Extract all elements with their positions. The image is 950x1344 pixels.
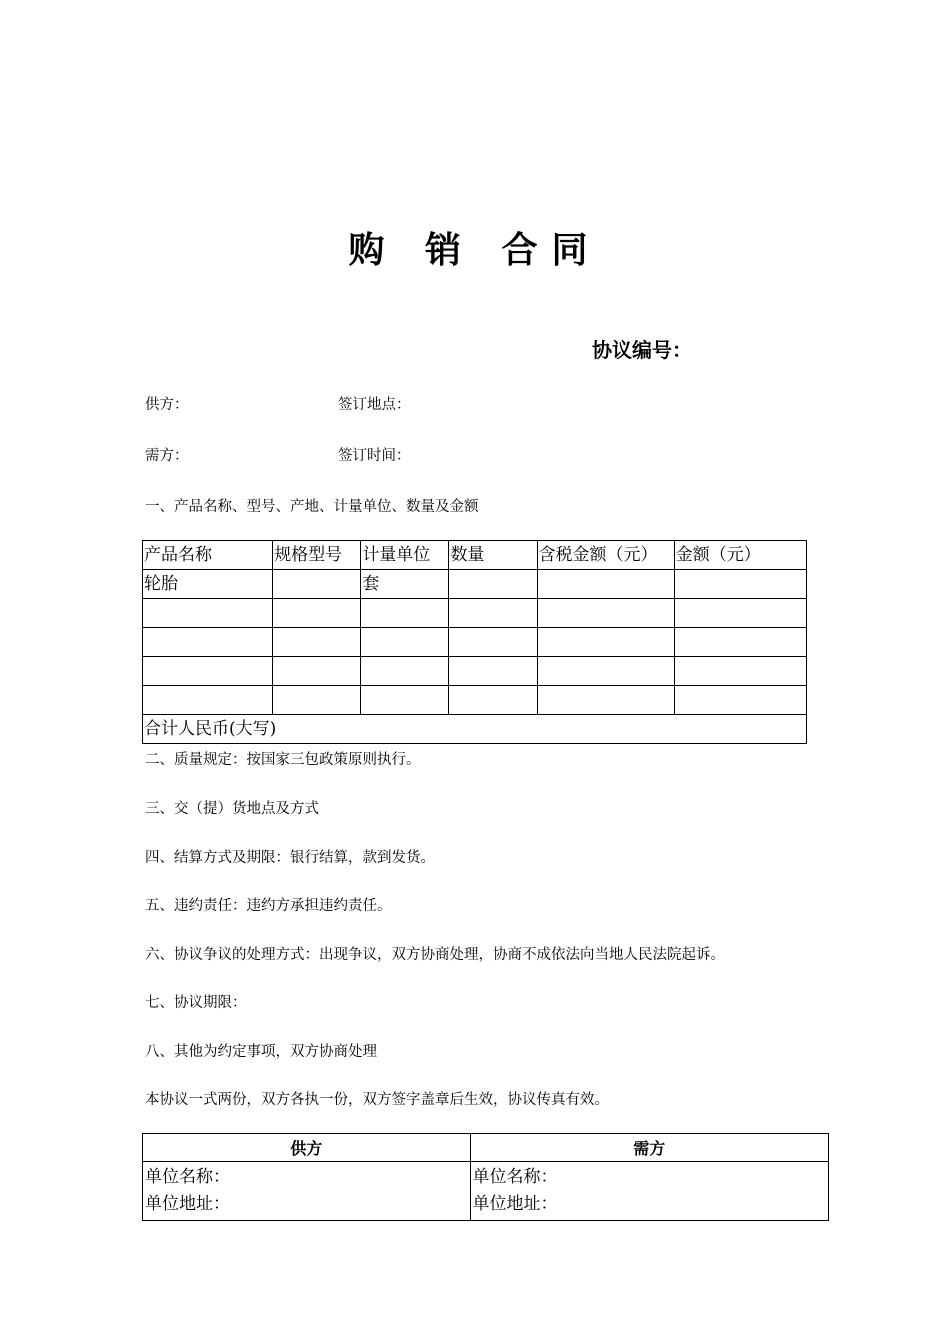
section-7: 七、协议期限：	[145, 995, 247, 1011]
supplier-header: 供方	[143, 1134, 471, 1162]
table-cell	[361, 628, 449, 657]
header-product-name: 产品名称	[143, 541, 273, 570]
table-cell	[674, 599, 806, 628]
table-cell	[143, 628, 273, 657]
table-cell	[537, 628, 674, 657]
table-cell	[449, 628, 537, 657]
supplier-unit-address: 单位地址：	[145, 1194, 230, 1214]
table-cell	[537, 686, 674, 715]
section-4: 四、结算方式及期限：银行结算，款到发货。	[145, 850, 435, 866]
table-cell	[674, 628, 806, 657]
table-cell	[449, 599, 537, 628]
table-cell	[273, 570, 361, 599]
table-cell	[537, 570, 674, 599]
table-cell	[674, 570, 806, 599]
contract-title: 购 销 合同	[348, 230, 602, 271]
header-spec-model: 规格型号	[273, 541, 361, 570]
agreement-number-label: 协议编号：	[592, 338, 692, 362]
signature-body-row	[143, 1162, 829, 1221]
total-label: 合计人民币(大写)	[143, 715, 807, 744]
table-row	[143, 570, 807, 599]
table-cell	[449, 686, 537, 715]
header-amount: 金额（元）	[674, 541, 806, 570]
table-cell	[143, 657, 273, 686]
table-cell: 轮胎	[143, 570, 273, 599]
sign-place-label: 签订地点：	[338, 397, 411, 413]
section-6: 六、协议争议的处理方式：出现争议，双方协商处理，协商不成依法向当地人民法院起诉。	[145, 947, 725, 963]
table-row	[143, 686, 807, 715]
section-5: 五、违约责任：违约方承担违约责任。	[145, 898, 392, 914]
table-row	[143, 628, 807, 657]
signature-header-row	[143, 1134, 829, 1162]
supplier-unit-name: 单位名称：	[145, 1167, 230, 1187]
buyer-label: 需方：	[145, 448, 189, 464]
table-cell	[449, 570, 537, 599]
table-header-row	[143, 541, 807, 570]
buyer-unit-address: 单位地址：	[472, 1194, 558, 1214]
table-row	[143, 657, 807, 686]
header-unit: 计量单位	[361, 541, 449, 570]
buyer-info-cell	[470, 1162, 828, 1221]
header-amount-incl-tax: 含税金额（元）	[537, 541, 674, 570]
signature-table	[142, 1133, 829, 1221]
table-cell	[143, 686, 273, 715]
section-8: 八、其他为约定事项，双方协商处理	[145, 1044, 377, 1060]
supplier-info-cell	[143, 1162, 471, 1221]
supplier-label: 供方：	[145, 397, 189, 413]
table-cell	[449, 657, 537, 686]
header-quantity: 数量	[449, 541, 537, 570]
buyer-unit-name: 单位名称：	[472, 1167, 558, 1187]
table-cell	[537, 599, 674, 628]
table-cell	[273, 686, 361, 715]
section-1-heading: 一、产品名称、型号、产地、计量单位、数量及金额	[145, 499, 479, 515]
table-cell	[273, 628, 361, 657]
table-cell	[674, 686, 806, 715]
table-cell: 套	[361, 570, 449, 599]
table-cell	[361, 657, 449, 686]
table-cell	[361, 599, 449, 628]
buyer-header: 需方	[470, 1134, 828, 1162]
table-cell	[361, 686, 449, 715]
sign-time-label: 签订时间：	[338, 448, 411, 464]
section-3: 三、交（提）货地点及方式	[145, 801, 319, 817]
product-table	[142, 540, 807, 744]
closing-statement: 本协议一式两份，双方各执一份，双方签字盖章后生效，协议传真有效。	[145, 1092, 609, 1108]
total-row	[143, 715, 807, 744]
table-cell	[537, 657, 674, 686]
table-cell	[273, 599, 361, 628]
table-cell	[273, 657, 361, 686]
table-row	[143, 599, 807, 628]
section-2: 二、质量规定：按国家三包政策原则执行。	[145, 752, 421, 768]
table-cell	[143, 599, 273, 628]
table-cell	[674, 657, 806, 686]
